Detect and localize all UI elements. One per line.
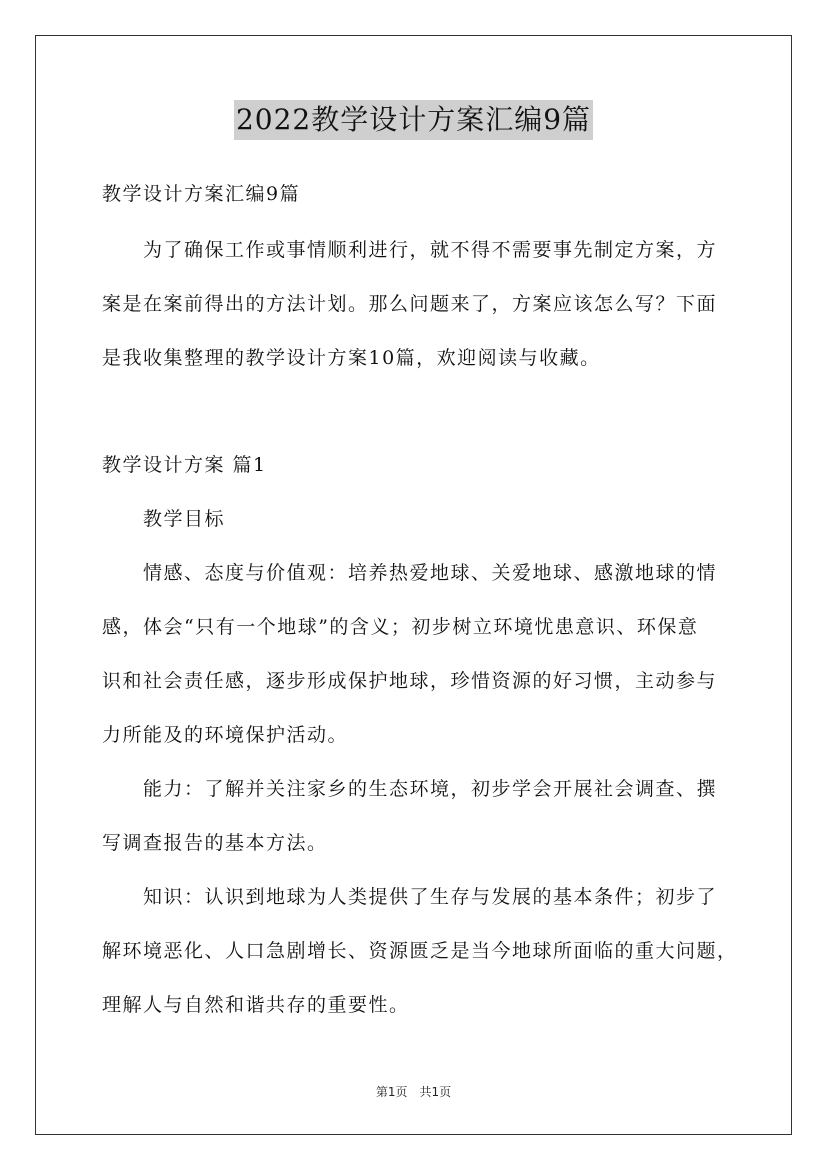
emotion-line: 情感、态度与价值观：培养热爱地球、关爱地球、感激地球的情 [143, 562, 718, 584]
emotion-line: 力所能及的环境保护活动。 [102, 724, 349, 746]
knowledge-line: 知识：认识到地球为人类提供了生存与发展的基本条件；初步了 [143, 886, 718, 908]
title-container [0, 100, 827, 140]
ability-line: 能力：了解并关注家乡的生态环境，初步学会开展社会调查、撰 [143, 778, 718, 800]
subtitle: 教学设计方案汇编9篇 [102, 183, 301, 205]
intro-line: 是我收集整理的教学设计方案10篇，欢迎阅读与收藏。 [102, 347, 601, 369]
knowledge-line: 理解人与自然和谐共存的重要性。 [102, 994, 410, 1016]
knowledge-line: 解环境恶化、人口急剧增长、资源匮乏是当今地球所面临的重大问题， [102, 940, 738, 962]
document-title: 2022教学设计方案汇编9篇 [234, 100, 593, 140]
intro-line: 案是在案前得出的方法计划。那么问题来了，方案应该怎么写？下面 [102, 293, 718, 315]
ability-line: 写调查报告的基本方法。 [102, 832, 328, 854]
section-heading: 教学设计方案 篇1 [102, 454, 267, 476]
intro-line: 为了确保工作或事情顺利进行，就不得不需要事先制定方案，方 [143, 239, 718, 261]
page-footer: 第1页 共1页 [375, 1085, 452, 1099]
emotion-line: 感，体会“只有一个地球”的含义；初步树立环境忧患意识、环保意 [102, 616, 699, 638]
emotion-line: 识和社会责任感，逐步形成保护地球，珍惜资源的好习惯，主动参与 [102, 670, 718, 692]
objectives-heading: 教学目标 [143, 508, 226, 530]
